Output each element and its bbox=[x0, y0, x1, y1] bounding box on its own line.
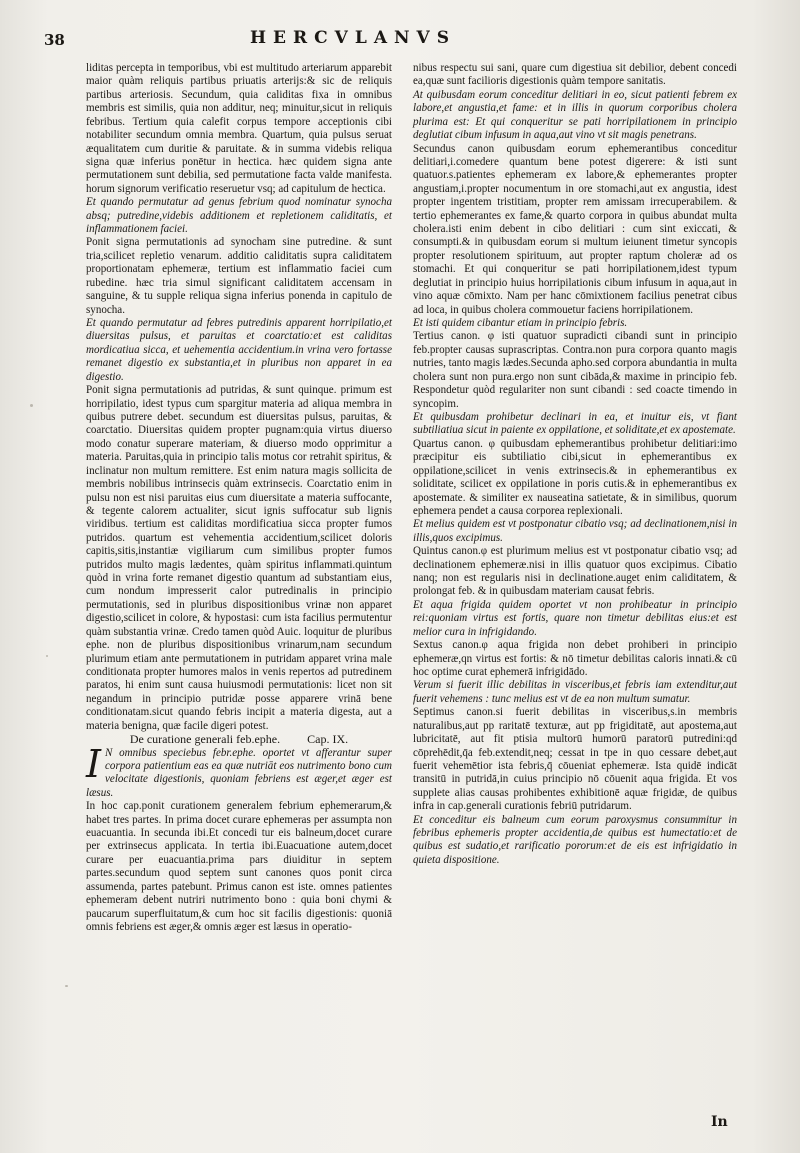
commentary-paragraph: Septimus canon.si fuerit debilitas in visceribus,s.in membris naturalibus,aut pp raritatē texturæ, aut pp frigiditatē, aut apostema,aut lubricitatē, aut fit ptisia multorū humorū paratorū putredini:qd cōprehēdit,q̄a feb.extendit,neq; cessat in tpe in quo cessare debet,aut fuerit vehemētior ista febris,q̄ cōueniat ephemeræ. Ista quidē indicāt transitū in putridā,in cuius principio nō cōuenit aqua frigida. Et vos supplete alias causas prohibentes exhibitionē aquæ frigidæ, de quibus infra in cap.generali curationis febriū putridarum. bbox=[413, 706, 737, 813]
commentary-paragraph: Tertius canon. φ isti quatuor supradicti cibandi sunt in principio feb.propter causas suprascriptas. Contra.non pura corpora quanto magis nutries, tanto magis lædes.Secunda apho.sed corpora abundantia in multa cholera sunt non pura.ergo non sunt cibāda,& maxime in principio feb. Respondetur quòd regulariter non sunt cibandi : sed coacte timendo in syncopim. bbox=[413, 330, 737, 410]
drop-cap: I bbox=[86, 741, 102, 786]
catchword: In bbox=[711, 1114, 728, 1130]
commentary-lemma: Et melius quidem est vt postponatur cibatio vsq; ad declinationem,nisi in illis,quos excipimus. bbox=[413, 518, 737, 544]
right-column bbox=[413, 62, 737, 867]
commentary-paragraph: Quintus canon.φ est plurimum melius est vt postponatur cibatio vsq; ad declinationem ephemeræ.nisi in illis quatuor quos excipimus. Cibatio nanq; non est regularis nisi in declinatione.auget enim caliditatem, & prolongat feb. & in quibusdam materiam causat febris. bbox=[413, 545, 737, 598]
commentary-paragraph: liditas percepta in temporibus, vbi est multitudo arteriarum apparebit maior quàm reliquis partibus priuatis arterijs:& sic de reliquis partibus arteriosis. Secundum, quia caliditas fixa in omnibus membris est similis, quia non additur, neq; minuitur,sicut in reliquis febribus. Tertium quia calefit corpus tempore acceptionis cibi notabiliter secundum omnia membra. Quartum, quia pulsus seruat æqualitatem cum duritie & paruitate. & in summa videbis reliqua signa quæ inferius ponētur in hectica. hæc quidem signa ante permutationem sunt debilia, sed permutatione facta valde manifesta. horum signorum verificatio reseruetur vsq; ad capitulum de hectica. bbox=[86, 62, 392, 195]
commentary-paragraph: In hoc cap.ponit curationem generalem febrium ephemerarum,& habet tres partes. In prima docet curare ephemeras per assumpta non euacuantia. In secunda ibi.Et concedi tur eis balneum,docet curare per extrinsecus applicata. In tertia ibi.Euacuatione autem,docet curare per euacuantia.prima pars diuiditur in septem partes.secundum quod septem sunt canones quos ponit circa assumenda, partes patebunt. Primus canon est iste. omnes patientes ephemeram debent nutriri nutrimento bono : quia boni chymi & paucarum superfluitatum,& cum hoc sit facilis digestionis: quoniā omnis febriens est æger,& omnis æger est læsus in operatio- bbox=[86, 800, 392, 933]
paper-fleck bbox=[65, 985, 68, 987]
left-paragraphs bbox=[86, 62, 392, 733]
commentary-paragraph: Ponit signa permutationis ad putridas, & sunt quinque. primum est horripilatio, idest typus cum spargitur materia ad aliqua membra in quibus putrere debet. secundum est diuersitas pulsus, paruitas, & coarctatio. Diuersitas quidem propter pugnam:quia virtus diuerso modo conatur superare materiam, & diuerso modo opprimitur a materia. Paruitas,quia in principio talis motus cor retrahit spiritus, & inclinatur non multum remittere. Est enim natura magis sollicita de membris nobilibus intrinsecis quàm extrinsecis. Coarctatio enim in pulsu non est nisi paruitas eius cum diuersitate a materia suffocante, & tegente calorem actualiter, sicut ignis suffocatur sub lignis viridibus. tertium est caliditas mordificatiua sicca propter fumos putridos. quartum est vehementia accidentium,scilicet doloris capitis,sitis,instantiæ vigiliarum cum similibus propter fumos putridos multo magis lædentes, quàm spiritus inflammati.quintum quòd in vrina forte remanet digestio quantum ad substantiam eius, cum nondum impresserit calor putredinalis in principio permutationis, sed in pluribus dispositionibus vrinæ non apparet digestio,scilicet in colore, & hypostasi: cum ista facilius permutentur quàm substantia vrinæ. Credo tamen quòd Auic. loquitur de pluribus ephe. non de pluribus dispositionibus vrinarum,nam secundum plurimum etiam ante permutationem in putridam apparet vrina male conditionata propter humores malos in venis repertos ad putredinem paratos, hi enim sunt causa huiusmodi permutationis: licet non sit negandum in principio putridæ posse apparere vrinā bene conditionatam.sicut quando febris incipit a materia digesta, aut a materia benigna, quæ facile digeri potest. bbox=[86, 384, 392, 732]
commentary-lemma: Et quando permutatur ad genus febrium quod nominatur synocha absq; putredine,videbis additionem et repletionem caliditatis, et inflammationem faciei. bbox=[86, 196, 392, 236]
chapter-opening bbox=[86, 741, 392, 801]
chapter-number: Cap. IX. bbox=[307, 732, 349, 747]
commentary-lemma: At quibusdam eorum conceditur delitiari in eo, sicut patienti febrem ex labore,et angustia,et fame: et in illis in quorum corporibus cholera plurima est: Et qui conqueritur se pati horripilationem in principio deglutiat cibum infusum in aqua,aut vino vt sit magis penetrans. bbox=[413, 88, 737, 142]
commentary-lemma: Et aqua frigida quidem oportet vt non prohibeatur in principio rei:quoniam virtus est fortis, quare non timetur debilitas eius:et est melior cura in infrigidando. bbox=[413, 598, 737, 638]
paper-fleck bbox=[46, 655, 48, 657]
chapter-title: De curatione generali feb.ephe. bbox=[129, 732, 281, 747]
left-end-paragraphs bbox=[86, 800, 392, 934]
left-column bbox=[86, 62, 392, 934]
commentary-paragraph: Sextus canon.φ aqua frigida non debet prohiberi in principio ephemeræ,qn virtus est fortis: & nō timetur debilitas caloris innati.& cū hoc optime curat ephemerā infrigidādo. bbox=[413, 639, 737, 678]
commentary-lemma: Et quando permutatur ad febres putredinis apparent horripilatio,et diuersitas pulsus, et paruitas et coarctatio:et est caliditas mordicatiua sicca, et uehementia accidentium.in vrina vero fortasse remanet digestio ex substantia,et in pluribus non apparet in ea digestio. bbox=[86, 317, 392, 383]
running-head: HERCVLANVS bbox=[250, 28, 457, 48]
chapter-heading bbox=[86, 733, 392, 746]
right-paragraphs bbox=[413, 62, 737, 867]
commentary-paragraph: Secundus canon quibusdam eorum ephemerantibus conceditur delitiari,i.comedere quantum bene potest digerere: & isti sunt quatuor.s.patientes ephemeram ex labore,& ephemerantes propter angustiam,i.propter nocumentum in ore stomachi,aut ex angustia, idest propter ingentem tristitiam, propter rem amissam irrecuperabilem. & tertio ephemerantes ex fame,& quarto corpora in quibus abundat multa cholera.isti enim debent in cibo delitiari : cum sint exiccati, & consumpti.& in quibusdam eorum si multum ieiunent timetur syncopis propter resolutionem spirituum, aut propter raptum choleræ ad os stomachi. Et qui conqueritur se pati horripilationem,idest typum deglutiat in principio huius horripilationis cibum infusum in aqua,aut in vino aquæ cōmixto. Nam per hanc cōmixtionem facilius penetrat cibus ad loca, in quibus cholera commouetur faciens horripilationem. bbox=[413, 142, 737, 316]
chapter-opening-text: N omnibus speciebus febr.ephe. oportet vt afferantur super corpora patientium eas ea quæ nutriāt eos nutrimento bono cum velocitate digestionis, quoniam febriens est æger,et æger est læsus. bbox=[86, 746, 392, 799]
commentary-paragraph: Ponit signa permutationis ad synocham sine putredine. & sunt tria,scilicet repletio venarum. additio caliditatis supra caliditatem proportionatam ephemeræ, tertium est inflammatio faciei cum rubedine. hæc tria simul significant caliditatem accensam in sanguine, & tu supple reliqua signa inferius ponenda in capitulo de synocha. bbox=[86, 236, 392, 316]
commentary-lemma: Et conceditur eis balneum cum eorum paroxysmus consummitur in febribus ephemeris propter accidentia,de quibus est humectatio:et de quibus est sudatio,et rarificatio pororum:et de eis est infrigidatio in quieta dispositione. bbox=[413, 813, 737, 866]
commentary-paragraph: Quartus canon. φ quibusdam ephemerantibus prohibetur delitiari:imo præcipitur eis subtiliatio cibi,sicut in ephemerantibus ex oppilatione,scilicet in venis extrinsecis.& in ephemerantibus ex soliditate, scilicet ex oppilatione in poris cutis.& in ephemerantibus ex apostemate. & similiter ex nauseatina satietate, & in similibus, quorum ephemera pendet a causa corporea replexionali. bbox=[413, 437, 737, 517]
commentary-lemma: Et isti quidem cibantur etiam in principio febris. bbox=[413, 317, 628, 330]
page-number: 38 bbox=[44, 31, 65, 49]
commentary-lemma: Verum si fuerit illic debilitas in visceribus,et febris iam extenditur,aut fuerit vehemens : tunc melius est vt de ea non multum sumatur. bbox=[413, 679, 737, 705]
commentary-paragraph: nibus respectu sui sani, quare cum digestiua sit debilior, debent concedi ea,quæ sunt facilioris digestionis quàm tempore sanitatis. bbox=[413, 62, 737, 88]
paper-fleck bbox=[30, 404, 33, 407]
commentary-lemma: Et quibusdam prohibetur declinari in ea, et inuitur eis, vt fiant subtiliatiua sicut in paiente ex oppilatione, et soliditate,et ex apostemate. bbox=[413, 410, 737, 437]
